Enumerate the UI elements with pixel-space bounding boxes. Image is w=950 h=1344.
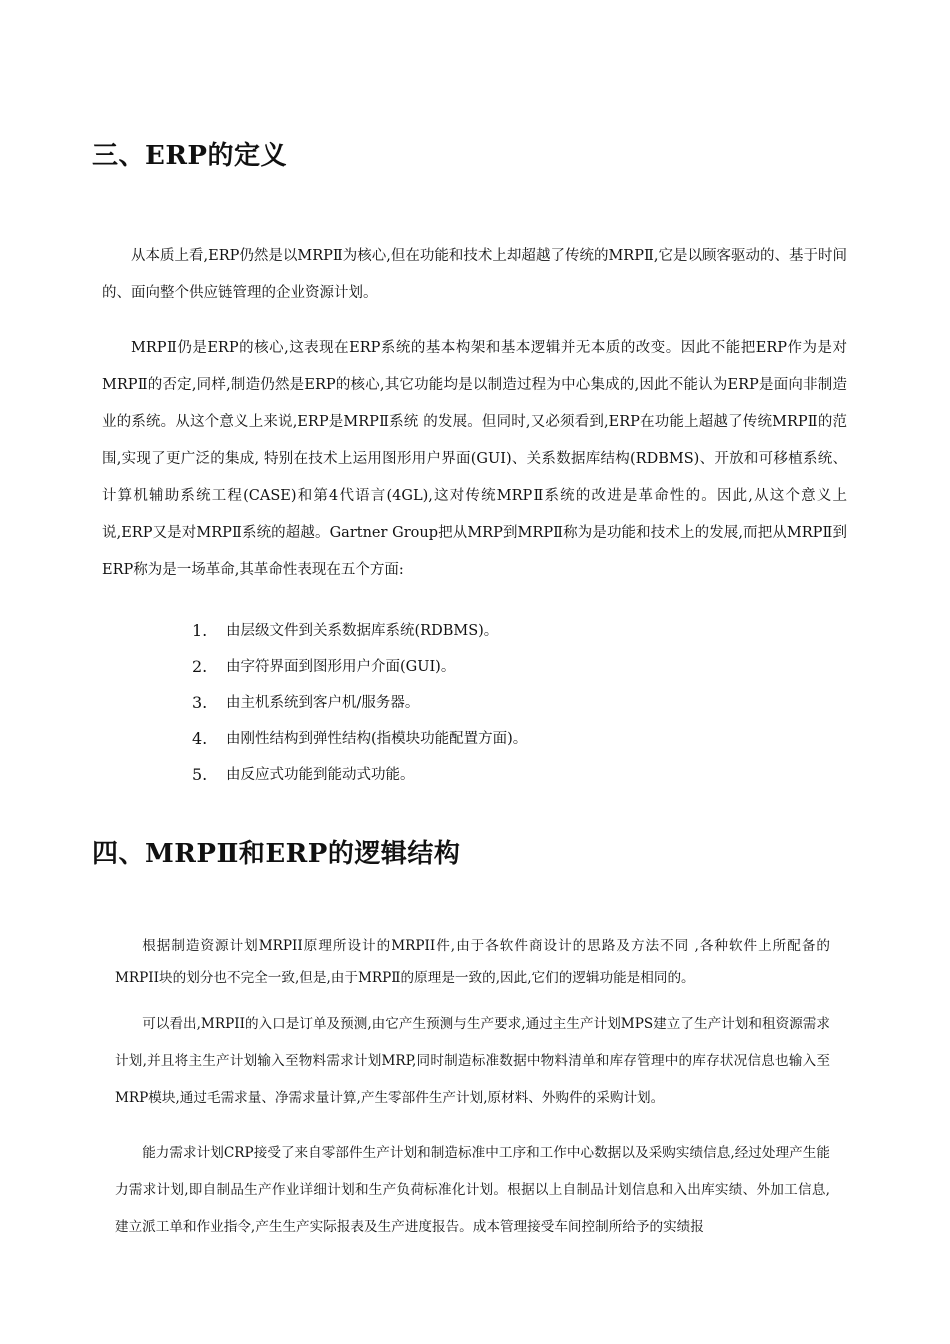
- list-item-text: 由主机系统到客户机/服务器。: [226, 695, 420, 711]
- list-item-number: 1.: [192, 621, 208, 640]
- list-item-number: 3.: [192, 693, 208, 712]
- paragraph-mrp2-modules: 根据制造资源计划MRPII原理所设计的MRPII件,由于各软件商设计的思路及方法不同 ,各种软件上所配备的MRPII块的划分也不完全一致,但是,由于MRPⅡ的原理是一致的,因此,它们的逻辑功能是相同的。: [115, 938, 830, 986]
- paragraph-mrp2-core: MRPⅡ仍是ERP的核心,这表现在ERP系统的基本构架和基本逻辑并无本质的改变。因此不能把ERP作为是对MRPⅡ的否定,同样,制造仍然是ERP的核心,其它功能均是以制造过程为中心集成的,因此不能认为ERP是面向非制造业的系统。从这个意义上来说,ERP是MRPⅡ系统 的发展。但同时,又必须看到,ERP在功能上超越了传统MRPⅡ的范围,实现了更广泛的集成, 特别在技术上运用图形用户界面(GUI)、关系数据库结构(RDBMS)、开放和可移植系统、计算机辅助系统工程(CASE)和第4代语言(4GL),这对传统MRPⅡ系统的改进是革命性的。因此,从这个意义上说,ERP又是对MRPⅡ系统的超越。Gartner Group把从MRP到MRPⅡ称为是功能和技术上的发展,而把从MRPⅡ到ERP称为是一场革命,其革命性表现在五个方面:: [102, 340, 847, 578]
- list-item: [192, 685, 527, 721]
- list-item-text: 由层级文件到关系数据库系统(RDBMS)。: [226, 623, 499, 639]
- list-item-text: 由反应式功能到能动式功能。: [226, 767, 415, 783]
- list-item-number: 4.: [192, 729, 208, 748]
- paragraph-crp: 能力需求计划CRP接受了来自零部件生产计划和制造标准中工序和工作中心数据以及采购实绩信息,经过处理产生能力需求计划,即自制品生产作业详细计划和生产负荷标准化计划。根据以上自制品计划信息和入出库实绩、外加工信息,建立派工单和作业指令,产生生产实际报表及生产进度报告。成本管理接受车间控制所给予的实绩报: [115, 1145, 830, 1235]
- list-item: [192, 757, 527, 793]
- paragraph-mrp2-entry: 可以看出,MRPII的入口是订单及预测,由它产生预测与生产要求,通过主生产计划MPS建立了生产计划和租资源需求计划,并且将主生产计划输入至物料需求计划MRP,同时制造标准数据中物料清单和库存管理中的库存状况信息也输入至MRP模块,通过毛需求量、净需求量计算,产生零部件生产计划,原材料、外购件的采购计划。: [115, 1016, 830, 1106]
- list-item-text: 由字符界面到图形用户介面(GUI)。: [226, 659, 456, 675]
- list-item: [192, 613, 527, 649]
- list-item-number: 5.: [192, 765, 208, 784]
- section-heading-erp-definition: 三、ERP的定义: [92, 141, 287, 171]
- section-heading-logic-structure: 四、MRPⅡ和ERP的逻辑结构: [92, 839, 461, 869]
- revolution-list: [192, 613, 527, 793]
- paragraph-erp-essence: 从本质上看,ERP仍然是以MRPⅡ为核心,但在功能和技术上却超越了传统的MRPⅡ,它是以顾客驱动的、基于时间的、面向整个供应链管理的企业资源计划。: [102, 248, 847, 301]
- list-item-number: 2.: [192, 657, 208, 676]
- list-item-text: 由刚性结构到弹性结构(指模块功能配置方面)。: [226, 731, 528, 747]
- list-item: [192, 721, 527, 757]
- list-item: [192, 649, 527, 685]
